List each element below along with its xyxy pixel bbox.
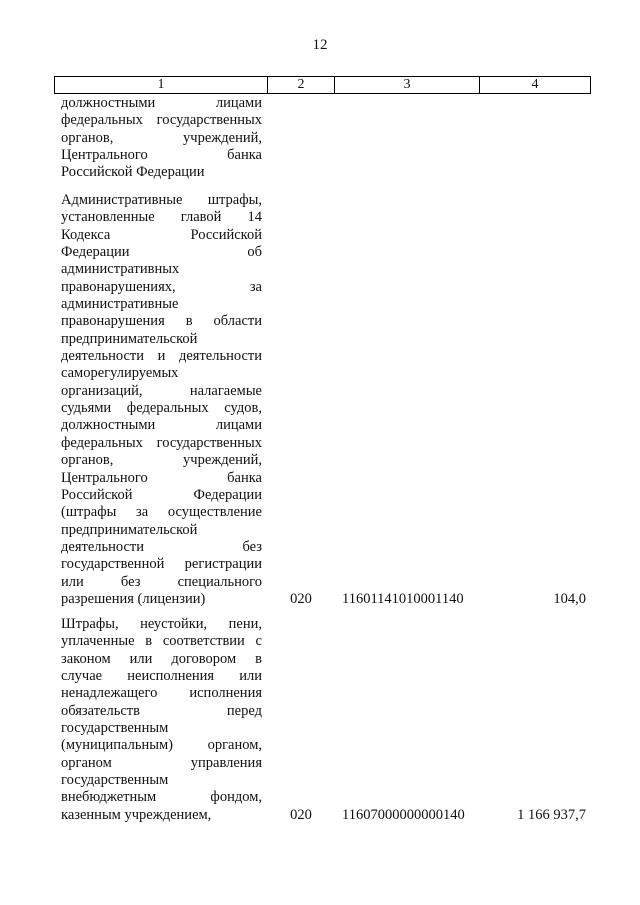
description-line: органом управления: [61, 754, 262, 771]
description-line: должностными лицами: [61, 95, 262, 111]
description-line: деятельности и деятельности: [61, 348, 262, 365]
row-amount: 104,0: [553, 591, 586, 607]
description-line: казенным учреждением,: [61, 806, 212, 823]
column-header-3: 3: [335, 77, 480, 93]
row-description: [61, 192, 262, 608]
description-line: ненадлежащего исполнения: [61, 685, 262, 702]
column-header-2: 2: [268, 77, 335, 93]
description-line: случае неисполнения или: [61, 668, 262, 685]
description-line: органов, учреждений,: [61, 452, 262, 469]
description-line: обязательств перед: [61, 702, 262, 719]
description-line: деятельности без: [61, 538, 262, 555]
description-line: разрешения (лицензии): [61, 590, 206, 607]
description-line: государственным: [61, 720, 169, 737]
row-code: 020: [290, 807, 312, 823]
row-description: [61, 95, 262, 182]
description-line: федеральных государственных: [61, 112, 262, 129]
description-line: государственной регистрации: [61, 556, 262, 573]
column-header-4: 4: [531, 77, 539, 92]
description-line: Центрального банка: [61, 147, 262, 164]
description-line: Кодекса Российской: [61, 226, 262, 243]
description-line: организаций, налагаемые: [61, 382, 262, 399]
description-line: (штрафы за осуществление: [61, 504, 262, 521]
description-line: административных: [61, 261, 180, 278]
description-line: органов, учреждений,: [61, 129, 262, 146]
column-header-1: 1: [55, 77, 268, 93]
row-kbk: 11601141010001140: [342, 591, 464, 607]
description-line: Федерации об: [61, 244, 262, 261]
description-line: или без специального: [61, 573, 262, 590]
description-line: судьями федеральных судов,: [61, 400, 262, 417]
description-line: Российской Федерации: [61, 486, 262, 503]
page-number: 12: [312, 37, 328, 53]
row-amount: 1 166 937,7: [517, 807, 586, 823]
description-line: Российской Федерации: [61, 164, 205, 181]
row-description: [61, 616, 262, 824]
table-header-row: [54, 76, 591, 94]
description-line: установленные главой 14: [61, 209, 262, 226]
description-line: Штрафы, неустойки, пени,: [61, 616, 262, 632]
description-line: уплаченные в соответствии с: [61, 633, 262, 650]
description-line: предпринимательской: [61, 521, 198, 538]
description-line: административные: [61, 296, 179, 313]
description-line: предпринимательской: [61, 330, 198, 347]
description-line: Центрального банка: [61, 469, 262, 486]
description-line: саморегулируемых: [61, 365, 179, 382]
description-line: внебюджетным фондом,: [61, 789, 262, 806]
description-line: (муниципальным) органом,: [61, 737, 262, 754]
row-kbk: 11607000000000140: [342, 807, 465, 823]
description-line: правонарушения в области: [61, 313, 262, 330]
description-line: государственным: [61, 772, 169, 789]
description-line: Административные штрафы,: [61, 192, 262, 208]
row-code: 020: [290, 591, 312, 607]
description-line: федеральных государственных: [61, 434, 262, 451]
description-line: правонарушениях, за: [61, 278, 262, 295]
description-line: должностными лицами: [61, 417, 262, 434]
description-line: законом или договором в: [61, 650, 262, 667]
